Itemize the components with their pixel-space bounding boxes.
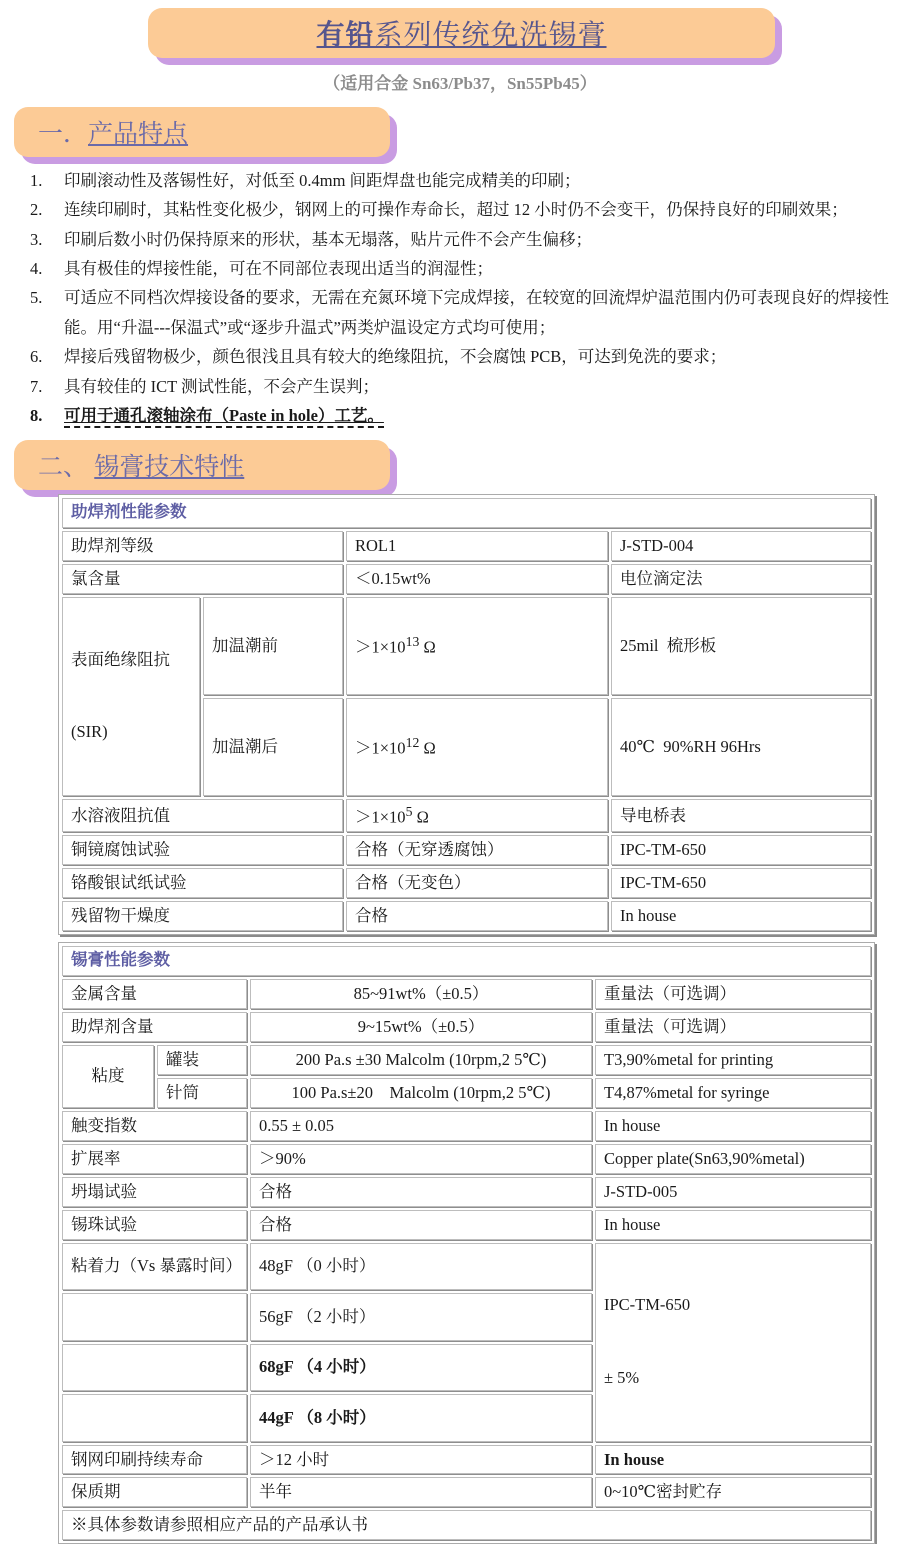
test-method: IPC-TM-650 [611,868,871,898]
table-row [62,946,871,976]
param-label: 保质期 [62,1477,247,1507]
section-banner-paste-characteristics [14,440,390,490]
table-row [62,1144,871,1174]
page-title-bold: 有铅 [316,20,375,51]
param-value: 合格 [250,1177,592,1207]
table-row [62,1012,871,1042]
param-value: 9~15wt%（±0.5） [250,1012,592,1042]
feature-text: 可适应不同档次焊接设备的要求，无需在充氮环境下完成焊接，在较宽的回流焊炉温范围内仍可表现良好的焊接性能。用“升温---保温式”或“逐步升温式”两类炉温设定方式均可使用； [64,288,889,337]
adhesion-method-line1: IPC-TM-650 [604,1295,691,1315]
param-value: ＞90% [250,1144,592,1174]
param-value: 合格（无穿透腐蚀） [346,835,608,865]
test-method: 40℃ 90%RH 96Hrs [611,698,871,796]
test-method: 25mil 梳形板 [611,597,871,695]
test-method: 0~10℃密封贮存 [595,1477,871,1507]
section-banner-product-features [14,107,390,157]
param-label: 助焊剂等级 [62,531,343,561]
test-method: In house [595,1210,871,1240]
param-label: 铬酸银试纸试验 [62,868,343,898]
param-sublabel: 加温潮前 [203,597,343,695]
param-value: 68gF （4 小时） [250,1344,592,1392]
feature-text: 印刷后数小时仍保持原来的形状，基本无塌落，贴片元件不会产生偏移； [64,229,592,249]
table-row [62,531,871,561]
value-base: ＞1×10 [355,637,406,657]
feature-number: 1. [30,171,43,190]
param-value: ＞12 小时 [250,1445,592,1475]
param-value: 合格 [346,901,608,931]
value-exponent: 12 [405,735,420,751]
param-label-empty [62,1293,247,1341]
feature-text: 具有较佳的 ICT 测试性能，不会产生误判； [64,376,380,396]
table-row [62,564,871,594]
section2-number: 二、 [38,454,95,482]
table-row [62,1177,871,1207]
param-label-empty [62,1394,247,1442]
param-label-empty [62,1344,247,1392]
param-value [346,799,608,832]
feature-list [30,166,908,430]
page-title-rest: 系列传统免洗锡膏 [374,20,607,51]
section2-label: 锡膏技术特性 [94,454,245,482]
feature-text: 印刷滚动性及落锡性好，对低至 0.4mm 间距焊盘也能完成精美的印刷； [64,171,581,190]
feature-text: 具有极佳的焊接性能，可在不同部位表现出适当的润湿性； [64,259,493,279]
test-method: 导电桥表 [611,799,871,832]
test-method: T4,87%metal for syringe [595,1078,871,1108]
section1-number: 一． [38,121,89,148]
flux-section-title: 助焊剂性能参数 [62,498,871,528]
param-label: 钢网印刷持续寿命 [62,1445,247,1475]
feature-number: 5. [30,288,43,308]
test-method: In house [595,1111,871,1141]
value-base: ＞1×10 [355,738,406,758]
feature-text: 焊接后残留物极少，颜色很浅且具有较大的绝缘阻抗，不会腐蚀 PCB，可达到免洗的要求； [64,347,727,367]
param-value [346,597,608,695]
param-value: 56gF （2 小时） [250,1293,592,1341]
feature-text [64,401,908,430]
test-method: In house [611,901,871,931]
param-sublabel: 加温潮后 [203,698,343,796]
param-value: ROL1 [346,531,608,561]
table-row [62,597,871,695]
table-row [62,1477,871,1507]
value-unit: Ω [412,807,429,827]
table-row [62,498,871,528]
sir-label-line2: (SIR) [71,722,108,742]
param-label: 助焊剂含量 [62,1012,247,1042]
param-value: 0.55 ± 0.05 [250,1111,592,1141]
feature-item [30,166,908,195]
section-heading-paste-characteristics [38,447,244,483]
param-label: 坍塌试验 [62,1177,247,1207]
feature-item [30,372,908,401]
feature-number: 6. [30,347,43,367]
test-method: T3,90%metal for printing [595,1045,871,1075]
param-label: 残留物干燥度 [62,901,343,931]
feature-item [30,283,908,342]
test-method: 重量法（可选调） [595,1012,871,1042]
param-label: 铜镜腐蚀试验 [62,835,343,865]
param-value: 48gF （0 小时） [250,1243,592,1291]
feature-item [30,195,908,224]
feature-number: 8. [30,405,43,425]
test-method: IPC-TM-650 [611,835,871,865]
table-row [62,1210,871,1240]
param-label: 氯含量 [62,564,343,594]
table-row [62,979,871,1009]
table-footnote: ※具体参数请参照相应产品的产品承认书 [62,1510,871,1540]
technical-tables [58,494,875,1544]
table-row [62,1045,871,1075]
param-sublabel: 罐装 [157,1045,247,1075]
param-label: 触变指数 [62,1111,247,1141]
param-value: 100 Pa.s±20 Malcolm (10rpm,2 5℃) [250,1078,592,1108]
flux-performance-table-frame [58,494,875,935]
test-method: 电位滴定法 [611,564,871,594]
value-base: ＞1×10 [355,807,406,827]
value-exponent: 5 [405,804,413,820]
flux-performance-table [59,495,874,934]
feature-item [30,225,908,254]
page-title [316,13,606,53]
value-unit: Ω [419,637,436,657]
feature-item [30,254,908,283]
param-value: 85~91wt%（±0.5） [250,979,592,1009]
title-banner [148,8,775,58]
table-row [62,868,871,898]
sir-label-line1: 表面绝缘阻抗 [71,649,170,669]
table-row [62,1510,871,1540]
test-method: J-STD-004 [611,531,871,561]
param-label: 扩展率 [62,1144,247,1174]
paste-performance-table [59,943,874,1543]
param-label: 锡珠试验 [62,1210,247,1240]
param-label: 粘着力（Vs 暴露时间） [62,1243,247,1291]
adhesion-method-line2: ± 5% [604,1367,640,1387]
table-row [62,901,871,931]
paste-section-title: 锡膏性能参数 [62,946,871,976]
feature-item [30,342,908,371]
param-sublabel: 针筒 [157,1078,247,1108]
feature-text-underlined: 可用于通孔滚轴涂布（Paste in hole）工艺。 [64,406,384,428]
param-value: 合格 [250,1210,592,1240]
feature-number: 2. [30,200,43,220]
test-method: J-STD-005 [595,1177,871,1207]
feature-number: 4. [30,259,43,279]
table-row [62,1111,871,1141]
table-row [62,1243,871,1291]
param-value: 半年 [250,1477,592,1507]
section1-label: 产品特点 [88,121,189,148]
param-value: 合格（无变色） [346,868,608,898]
param-value: 44gF （8 小时） [250,1394,592,1442]
feature-number: 3. [30,229,43,249]
feature-text: 连续印刷时，其粘性变化极少，钢网上的可操作寿命长，超过 12 小时仍不会变干，仍保持良好的印刷效果； [64,200,848,220]
value-exponent: 13 [405,634,420,650]
value-unit: Ω [419,738,436,758]
test-method-adhesion [595,1243,871,1442]
test-method: 重量法（可选调） [595,979,871,1009]
param-label-sir [62,597,200,796]
param-label-viscosity: 粘度 [62,1045,154,1108]
table-row [62,1445,871,1475]
param-value [346,698,608,796]
test-method: In house [595,1445,871,1475]
section-heading-product-features [38,114,188,150]
table-row [62,835,871,865]
param-value: ＜0.15wt% [346,564,608,594]
table-row [62,1078,871,1108]
param-value: 200 Pa.s ±30 Malcolm (10rpm,2 5℃) [250,1045,592,1075]
param-label: 金属含量 [62,979,247,1009]
table-row [62,799,871,832]
feature-item [30,401,908,430]
page-subtitle: （适用合金 Sn63/Pb37，Sn55Pb45） [323,74,597,93]
test-method: Copper plate(Sn63,90%metal) [595,1144,871,1174]
param-label: 水溶液阻抗值 [62,799,343,832]
feature-number: 7. [30,376,43,396]
paste-performance-table-frame [58,942,875,1544]
